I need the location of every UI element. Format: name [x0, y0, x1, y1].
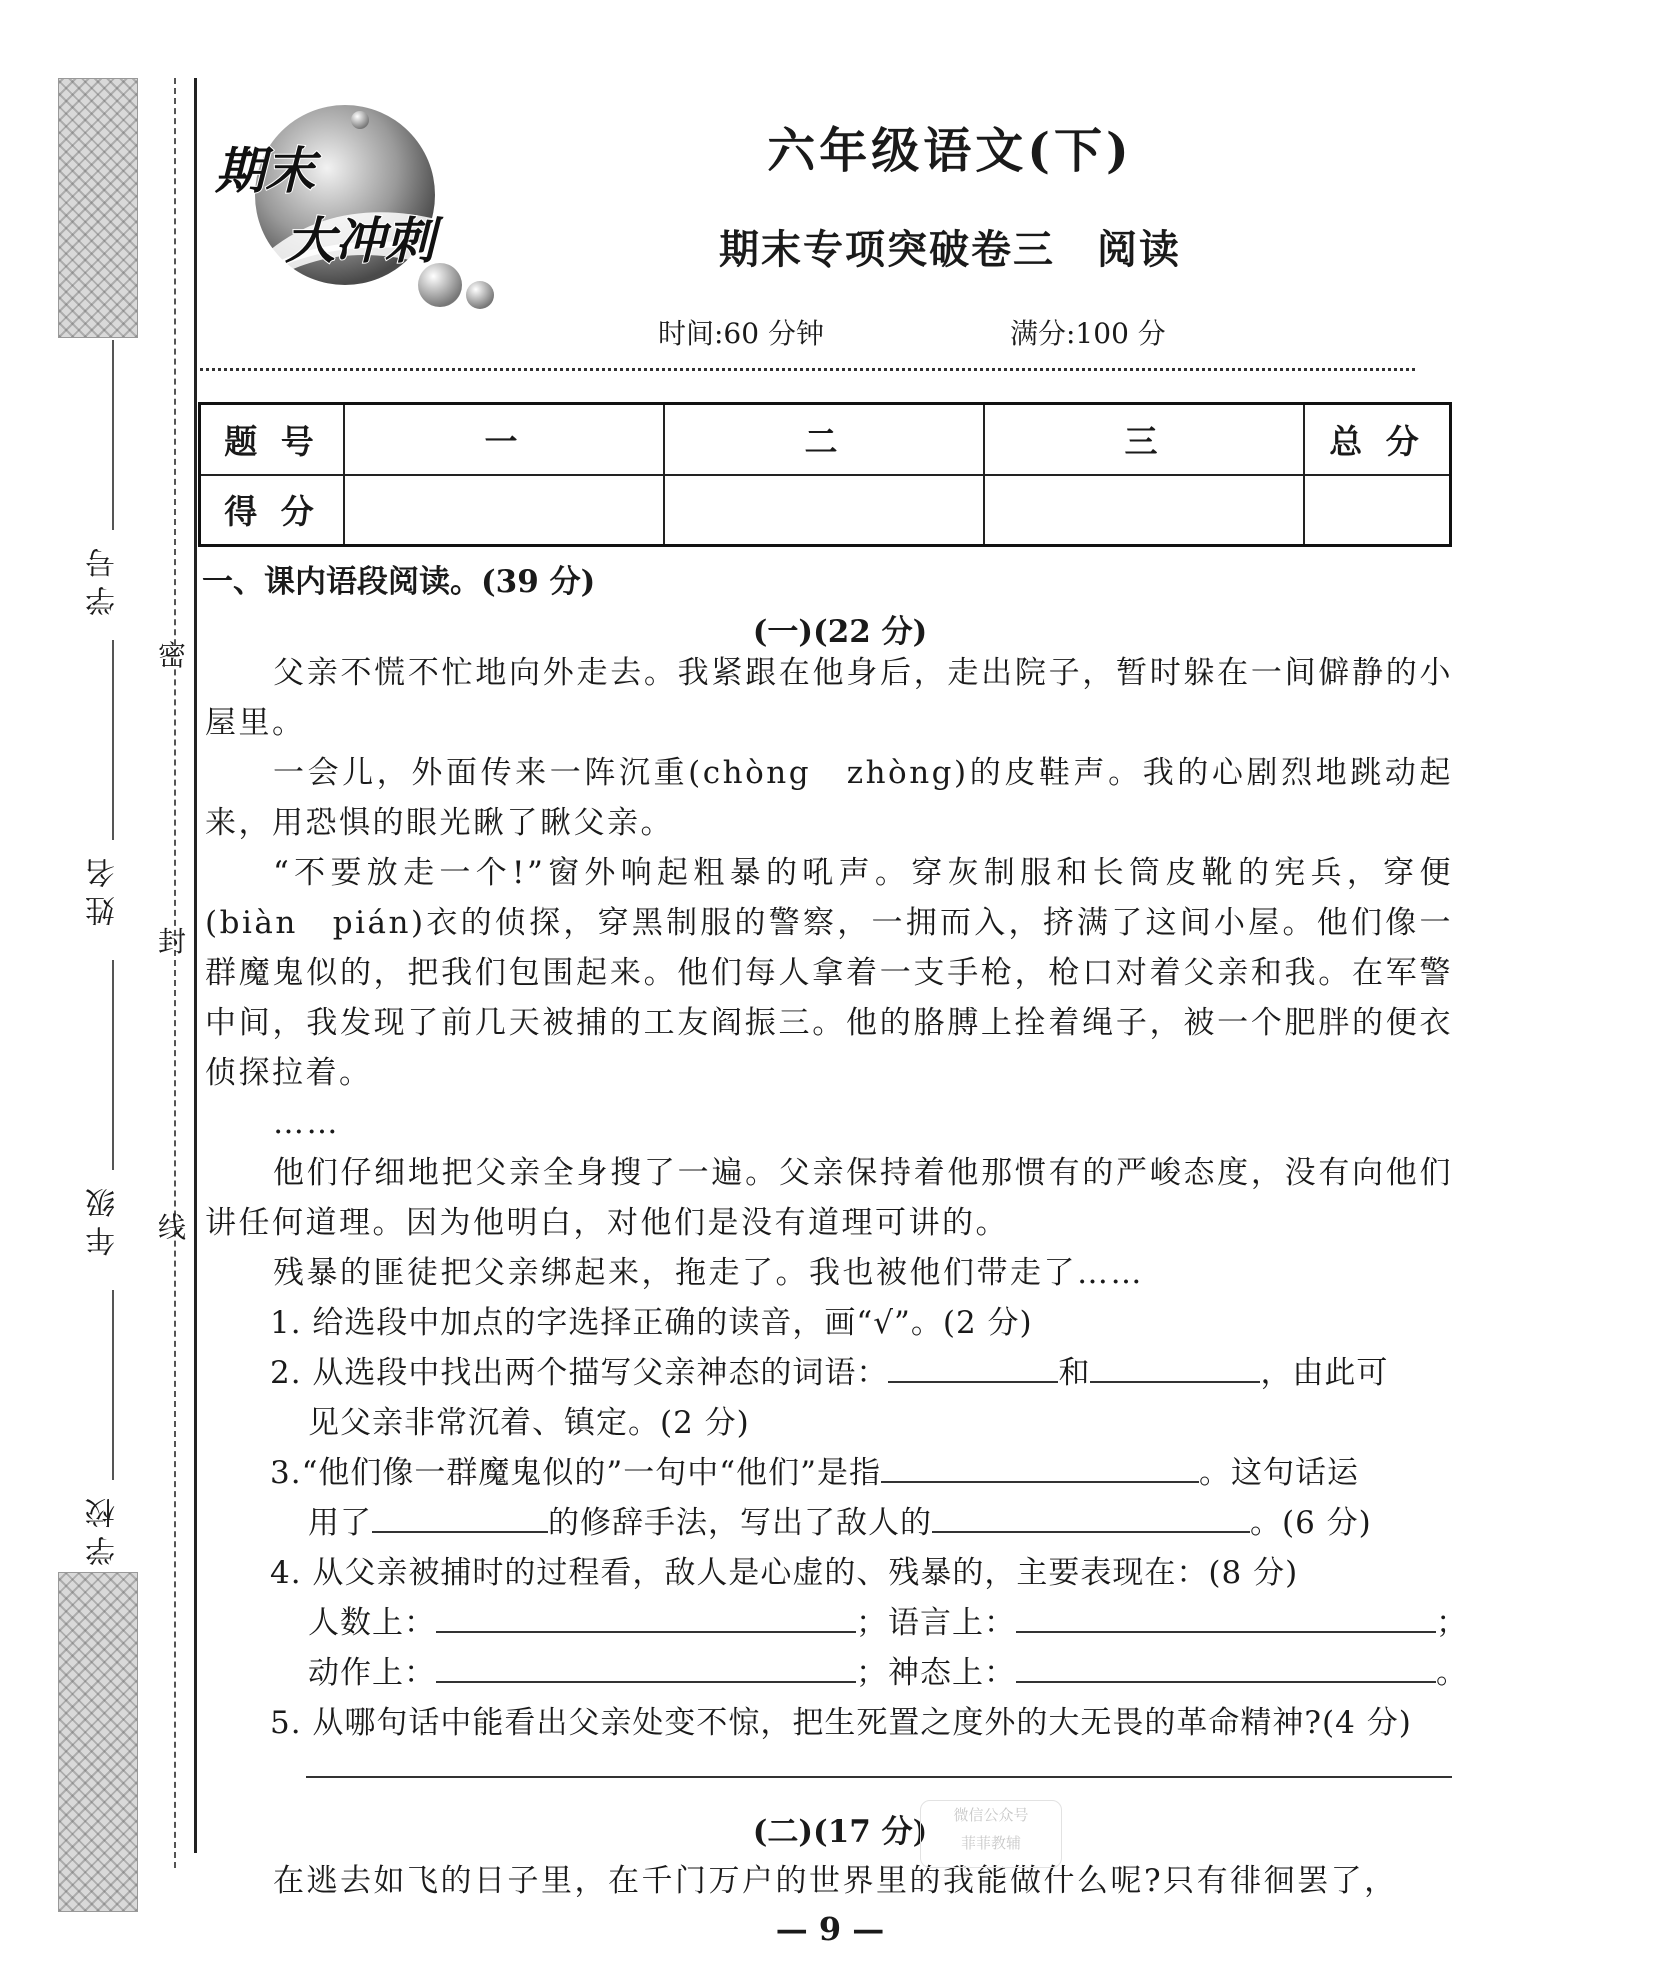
grade-field[interactable] — [112, 960, 114, 1170]
answer-blank-4-dongzuo[interactable] — [436, 1651, 856, 1683]
logo-ball-top — [351, 111, 369, 129]
q4-row1-end: ； — [1436, 1605, 1468, 1641]
question-2-and: 和 — [1058, 1355, 1091, 1391]
margin-pattern-bottom — [58, 1572, 138, 1912]
answer-blank-3a[interactable] — [881, 1451, 1199, 1483]
answer-blank-5[interactable] — [306, 1776, 1452, 1778]
final-sprint-logo — [210, 100, 510, 320]
q4-shentai-label: ；神态上： — [856, 1655, 1016, 1691]
logo-text-1: 期末 — [215, 142, 315, 200]
name-field[interactable] — [112, 640, 114, 840]
watermark — [920, 1800, 1062, 1868]
question-4-row2 — [308, 1648, 1468, 1698]
page-number: — 9 — — [775, 1910, 885, 1948]
question-5: 5. 从哪句话中能看出父亲处变不惊，把生死置之度外的大无畏的革命精神?(4 分) — [270, 1705, 1412, 1741]
question-3-cont: 。这句话运 — [1198, 1455, 1359, 1491]
passage-paragraph-5: 残暴的匪徒把父亲绑起来，拖走了。我也被他们带走了…… — [273, 1255, 1144, 1291]
score-header-part2: 二 — [664, 404, 984, 475]
watermark-line-1: 微信公众号 — [953, 1806, 1029, 1824]
school-label: 学校 — [86, 1490, 121, 1566]
answer-blank-2a[interactable] — [888, 1351, 1058, 1383]
answer-blank-4-shentai[interactable] — [1016, 1651, 1436, 1683]
grade-label: 年级 — [86, 1180, 121, 1256]
answer-blank-3b[interactable] — [372, 1501, 548, 1533]
student-id-label: 学号 — [86, 540, 121, 616]
section-1-title: 一、课内语段阅读。(39 分) — [202, 564, 596, 600]
page-title: 六年级语文(下) — [767, 123, 1133, 179]
question-3-text: 3.“他们像一群魔鬼似的”一句中“他们”是指 — [270, 1455, 881, 1491]
q4-renshu-label: 人数上： — [308, 1605, 436, 1641]
seal-char-feng: 封 — [158, 925, 187, 958]
student-id-field[interactable] — [112, 340, 114, 530]
seal-char-xian: 线 — [158, 1211, 187, 1244]
score-header-label: 题 号 — [200, 404, 345, 475]
q4-row2-end: 。 — [1436, 1655, 1468, 1691]
logo-text-2: 大冲刺 — [285, 212, 435, 270]
question-4: 4. 从父亲被捕时的过程看，敌人是心虚的、残暴的，主要表现在：(8 分) — [270, 1555, 1299, 1591]
score-cell-part1[interactable] — [344, 475, 664, 546]
logo-ball-small — [466, 281, 494, 309]
answer-blank-3c[interactable] — [932, 1501, 1250, 1533]
score-cell-part3[interactable] — [984, 475, 1304, 546]
question-3-line2 — [308, 1498, 1372, 1548]
score-cell-total[interactable] — [1304, 475, 1451, 546]
school-field[interactable] — [112, 1290, 114, 1480]
answer-blank-4-yuyan[interactable] — [1016, 1601, 1436, 1633]
question-3-wrote: 的修辞手法，写出了敌人的 — [548, 1505, 932, 1541]
score-header-total: 总 分 — [1304, 404, 1451, 475]
passage-paragraph-2: 一会儿，外面传来一阵沉重(chòng zhòng)的皮鞋声。我的心剧烈地跳动起来，用恐惧的眼光瞅了瞅父亲。 — [205, 755, 1453, 841]
question-2-text: 2. 从选段中找出两个描写父亲神态的词语： — [270, 1355, 889, 1391]
q4-dongzuo-label: 动作上： — [308, 1655, 436, 1691]
page-subtitle: 期末专项突破卷三 阅读 — [719, 226, 1181, 273]
answer-blank-4-renshu[interactable] — [436, 1601, 856, 1633]
question-3-used: 用了 — [308, 1505, 372, 1541]
answer-blank-2b[interactable] — [1090, 1351, 1260, 1383]
seal-char-mi: 密 — [158, 639, 187, 672]
passage-paragraph-4: 他们仔细地把父亲全身搜了一遍。父亲保持着他那惯有的严峻态度，没有向他们讲任何道理。因为他明白，对他们是没有道理可讲的。 — [205, 1155, 1453, 1241]
question-3-end: 。(6 分) — [1250, 1505, 1372, 1541]
question-4-row1 — [308, 1598, 1468, 1648]
part-2-passage: 在逃去如飞的日子里，在千门万户的世界里的我能做什么呢?只有徘徊罢了， — [273, 1863, 1398, 1899]
exam-time: 时间:60 分钟 — [658, 317, 824, 350]
watermark-line-2: 菲菲教辅 — [960, 1834, 1021, 1852]
part-1-title: (一)(22 分) — [752, 614, 928, 650]
question-2 — [270, 1348, 1388, 1398]
question-3 — [270, 1448, 1359, 1498]
part-2-title: (二)(17 分) — [752, 1814, 928, 1850]
margin-pattern-top — [58, 78, 138, 338]
score-row-label: 得 分 — [200, 475, 345, 546]
passage-ellipsis: …… — [273, 1105, 340, 1141]
passage-paragraph-3: “不要放走一个!”窗外响起粗暴的吼声。穿灰制服和长筒皮靴的宪兵，穿便(biàn pián)衣的侦探，穿黑制服的警察，一拥而入，挤满了这间小屋。他们像一群魔鬼似的，把我们包围起来。他们每人拿着一支手枪，枪口对着父亲和我。在军警中间，我发现了前几天被捕的工友阎振三。他的胳膊上拴着绳子，被一个肥胖的便衣侦探拉着。 — [205, 855, 1453, 1091]
margin-divider — [194, 78, 197, 1853]
question-2-cont: ，由此可 — [1260, 1355, 1389, 1391]
question-2-line2: 见父亲非常沉着、镇定。(2 分) — [308, 1405, 750, 1441]
header-divider — [200, 368, 1415, 371]
passage-paragraph-1: 父亲不慌不忙地向外走去。我紧跟在他身后，走出院子，暂时躲在一间僻静的小屋里。 — [205, 655, 1453, 741]
score-cell-part2[interactable] — [664, 475, 984, 546]
seal-cut-line — [174, 78, 176, 1868]
score-header-part3: 三 — [984, 404, 1304, 475]
full-score: 满分:100 分 — [1010, 317, 1166, 350]
q4-yuyan-label: ；语言上： — [856, 1605, 1016, 1641]
name-label: 姓名 — [86, 850, 121, 926]
question-1: 1. 给选段中加点的字选择正确的读音，画“√”。(2 分) — [270, 1305, 1033, 1341]
score-header-part1: 一 — [344, 404, 664, 475]
score-table — [198, 402, 1452, 547]
